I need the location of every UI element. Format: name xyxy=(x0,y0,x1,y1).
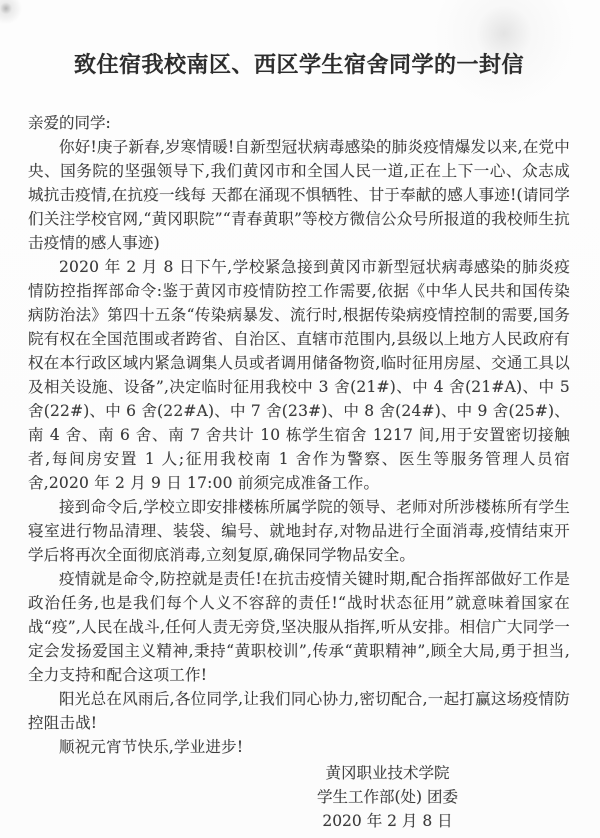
signature-date: 2020 年 2 月 8 日 xyxy=(322,812,453,830)
letter-paragraph: 2020 年 2 月 8 日下午,学校紧急接到黄冈市新型冠状病毒感染的肺炎疫情防控指挥部命令:鉴于黄冈市疫情防控工作需要,依据《中华人民共和国传染病防治法》第四十五条“传染病暴发、流行时,根据传染病疫情控制的需要,国务院有权在全国范围或者跨省、自治区、直辖市范围内,县级以上地方人民政府有权在本行政区域内紧急调集人员或者调用储备物资,临时征用房屋、交通工具以及相关设施、设备”,决定临时征用我校中 3 舍(21#)、中 4 舍(21#A)、中 5 舍(22#)、中 6 舍(22#A)、中 7 舍(23#)、中 8 舍(24#)、中 9 舍(25#)、南 4 舍、南 6 舍、南 7 舍共计 10 栋学生宿舍 1217 间,用于安置密切接触者,每间房安置 1 人;征用我校南 1 舍作为警察、医生等服务管理人员宿舍,2020 年 2 月 9 日 17:00 前须完成准备工作。 xyxy=(28,258,570,492)
letter-paragraph: 你好!庚子新春,岁寒情暖!自新型冠状病毒感染的肺炎疫情爆发以来,在党中央、国务院的坚强领导下,我们黄冈市和全国人民一道,正在上下一心、众志成城抗击疫情,在抗疫一线每 天都在涌现不惧牺牲、甘于奉献的感人事迹!(请同学们关注学校官网,“黄冈职院”“青春黄职”等校方微信公众号所报道的我校师生抗击疫情的感人事迹) xyxy=(28,138,570,252)
letter-paragraph: 顺祝元宵节快乐,学业进步! xyxy=(59,738,244,756)
letter-paragraph: 接到命令后,学校立即安排楼栋所属学院的领导、老师对所涉楼栋所有学生寝室进行物品清理、装袋、编号、就地封存,对物品进行全面消毒,疫情结束开学后将再次全面彻底消毒,立刻复原,确保同学物品安全。 xyxy=(28,498,570,564)
letter-paragraph: 阳光总在风雨后,各位同学,让我们同心协力,密切配合,一起打赢这场疫情防控阻击战! xyxy=(28,690,570,732)
signature-organization: 黄冈职业技术学院 xyxy=(325,764,450,782)
letter-title: 致住宿我校南区、西区学生宿舍同学的一封信 xyxy=(73,52,524,78)
letter-paragraph: 疫情就是命令,防控就是责任!在抗击疫情关键时期,配合指挥部做好工作是政治任务,也是我们每个人义不容辞的责任!“战时状态征用”就意味着国家在战“疫”,人民在战斗,任何人责无旁贷,坚决服从指挥,听从安排。相信广大同学一定会发扬爱国主义精神,秉持“黄职校训”,传承“黄职精神”,顾全大局,勇于担当,全力支持和配合这项工作! xyxy=(28,570,570,684)
signature-department: 学生工作部(处) 团委 xyxy=(316,788,458,806)
signature-block xyxy=(317,761,458,833)
salutation: 亲爱的同学: xyxy=(28,114,111,132)
